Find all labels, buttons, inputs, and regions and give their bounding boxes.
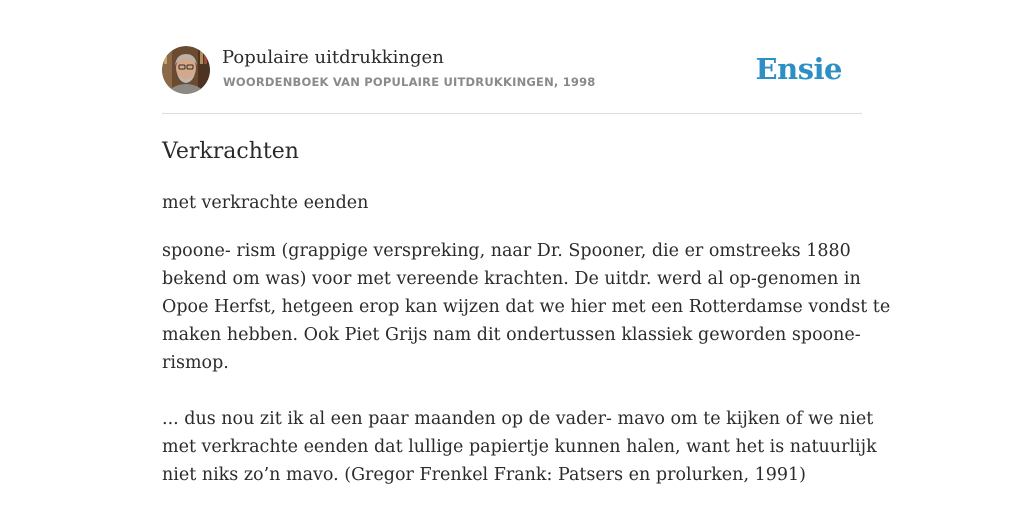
body-line: spoone- rism (grappige verspreking, naar Dr. Spooner, die er omstreeks 1880 <box>162 241 851 261</box>
source-title[interactable]: Populaire uitdrukkingen <box>222 47 444 68</box>
source-header <box>162 46 862 96</box>
ensie-logo[interactable]: Ensie <box>755 52 842 86</box>
quote-line: ... dus nou zit ik al een paar maanden op de vader- mavo om te kijken of we niet <box>162 409 874 429</box>
header-divider <box>162 113 862 114</box>
quote-line: met verkrachte eenden dat lullige papiertje kunnen halen, want het is natuurlijk <box>162 437 877 457</box>
paragraph-gap <box>162 377 862 405</box>
body-line: Opoe Herfst, hetgeen erop kan wijzen dat we hier met een Rotterdamse vondst te <box>162 297 891 317</box>
entry-title: Verkrachten <box>162 139 299 164</box>
author-portrait-icon <box>162 46 210 94</box>
body-line: rismop. <box>162 353 229 373</box>
entry-body <box>162 237 891 489</box>
body-line: bekend om was) voor met vereende krachten. De uitdr. werd al op-genomen in <box>162 269 861 289</box>
body-line: maken hebben. Ook Piet Grijs nam dit ondertussen klassiek geworden spoone- <box>162 325 861 345</box>
source-subtitle[interactable]: WOORDENBOEK VAN POPULAIRE UITDRUKKINGEN, 1998 <box>223 75 596 89</box>
entry-phrase: met verkrachte eenden <box>162 193 369 213</box>
avatar[interactable] <box>162 46 210 94</box>
quote-line: niet niks zo’n mavo. (Gregor Frenkel Frank: Patsers en prolurken, 1991) <box>162 465 806 485</box>
